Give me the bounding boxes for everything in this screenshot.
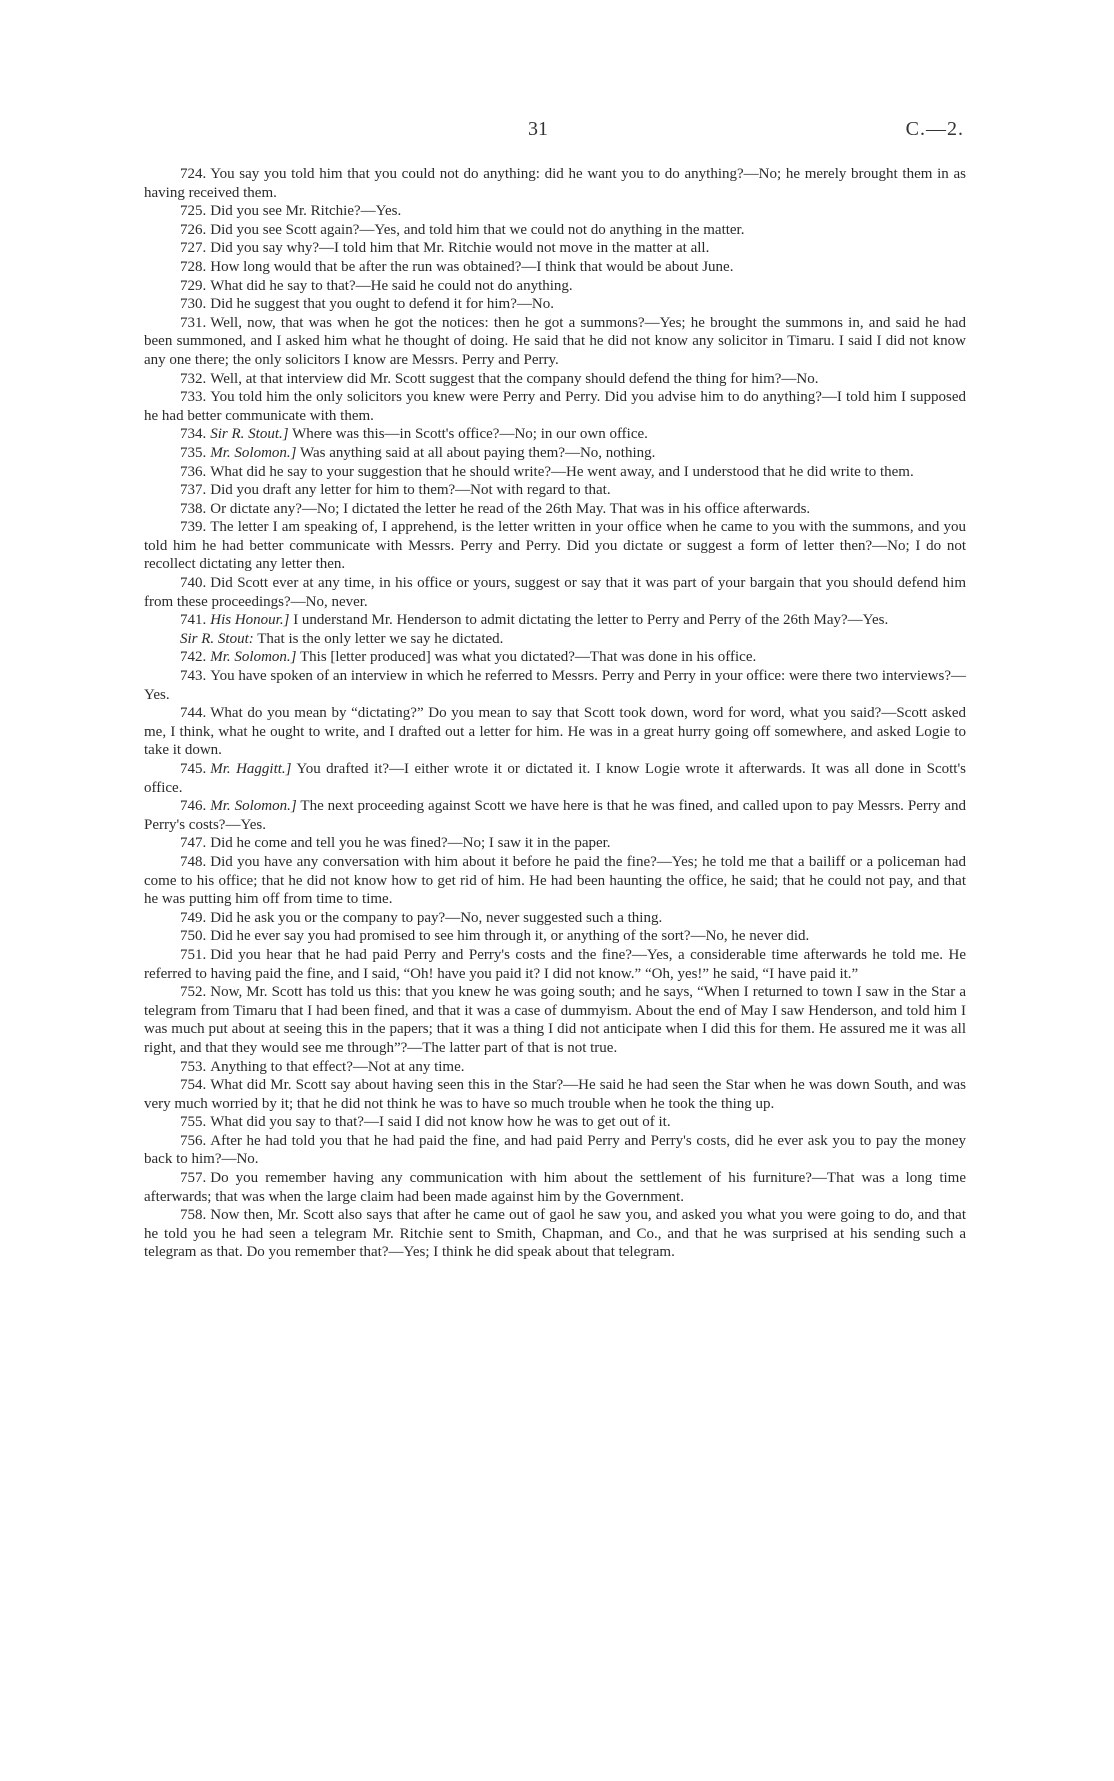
question-number: 735.	[180, 444, 207, 461]
question-number: 750.	[180, 928, 207, 945]
page-reference: C.—2.	[905, 118, 964, 140]
question-text: What did he say to your suggestion that he should write?—He went away, and I understood that he did write to them.	[210, 463, 914, 480]
question-paragraph	[144, 314, 966, 370]
question-paragraph	[144, 518, 966, 574]
question-paragraph	[144, 1132, 966, 1169]
question-text: After he had told you that he had paid the fine, and had paid Perry and Perry's costs, did he ever ask you to pay the money back to him?—No.	[144, 1132, 966, 1168]
question-paragraph	[144, 1113, 966, 1132]
document-body	[144, 165, 966, 1262]
speaker-name: Mr. Haggitt.]	[210, 761, 292, 777]
question-paragraph	[144, 1058, 966, 1077]
question-text: You drafted it?—I either wrote it or dictated it. I know Logie wrote it afterwards. It was all done in Scott's office.	[144, 761, 966, 796]
question-number: 749.	[180, 909, 207, 926]
question-paragraph	[144, 239, 966, 258]
question-text: Did he come and tell you he was fined?—No; I saw it in the paper.	[210, 835, 611, 852]
question-text: Do you remember having any communication with him about the settlement of his furniture?—That was a long time afterwards; that was when the large claim had been made against him by the Government.	[144, 1170, 966, 1205]
question-paragraph	[144, 797, 966, 834]
question-number: 732.	[180, 370, 207, 387]
question-number: 744.	[180, 705, 207, 722]
question-paragraph	[144, 667, 966, 704]
question-number: 752.	[180, 984, 207, 1001]
question-number: 729.	[180, 277, 207, 294]
page-number: 31	[528, 118, 548, 140]
question-text: Where was this—in Scott's office?—No; in our own office.	[292, 426, 648, 443]
question-paragraph	[144, 165, 966, 202]
question-paragraph	[144, 834, 966, 853]
question-number: 728.	[180, 258, 207, 275]
question-number: 724.	[180, 166, 207, 182]
question-text: Now, Mr. Scott has told us this: that you knew he was going south; and he says, “When I returned to town I saw in the Star a telegram from Timaru that I had been fined, and that it was a case of dummyism. About the end of May I saw Henderson, and told him I was much put about at seeing this in the papers; that it was a thing I did not anticipate when I did this for them. He assured me it was all right, and that they would see me through”?—The latter part of that is not true.	[144, 984, 966, 1056]
question-paragraph	[144, 630, 966, 649]
question-text: Anything to that effect?—Not at any time.	[210, 1058, 465, 1075]
question-paragraph	[144, 1169, 966, 1206]
question-text: What do you mean by “dictating?” Do you mean to say that Scott took down, word for word, what you said?—Scott asked me, I think, what he ought to write, and I drafted out a letter for him. He was in a great hurry going off somewhere, and asked Logie to take it down.	[144, 705, 966, 759]
question-paragraph	[144, 202, 966, 221]
question-paragraph	[144, 760, 966, 797]
question-text: You say you told him that you could not do anything: did he want you to do anything?—No; he merely brought them in as having received them.	[144, 166, 966, 201]
question-text: You told him the only solicitors you knew were Perry and Perry. Did you advise him to do anything?—I told him I supposed he had better communicate with them.	[144, 389, 966, 424]
question-paragraph	[144, 853, 966, 909]
question-number: 726.	[180, 221, 207, 238]
question-number: 748.	[180, 853, 207, 870]
question-number: 734.	[180, 426, 207, 443]
question-paragraph	[144, 221, 966, 240]
question-number: 725.	[180, 203, 207, 220]
question-paragraph	[144, 1206, 966, 1262]
question-paragraph	[144, 909, 966, 928]
question-paragraph	[144, 946, 966, 983]
question-paragraph	[144, 258, 966, 277]
speaker-name: Sir R. Stout:	[180, 630, 254, 647]
question-text: Was anything said at all about paying them?—No, nothing.	[300, 444, 656, 461]
question-number: 746.	[180, 798, 207, 815]
page-header	[0, 118, 1114, 144]
question-text: I understand Mr. Henderson to admit dictating the letter to Perry and Perry of the 26th May?—Yes.	[293, 612, 889, 629]
speaker-name: Mr. Solomon.]	[210, 649, 297, 666]
question-text: Did you draft any letter for him to them?—Not with regard to that.	[210, 482, 611, 499]
question-text: Did he ever say you had promised to see him through it, or anything of the sort?—No, he never did.	[210, 928, 810, 945]
question-number: 731.	[180, 314, 207, 331]
question-text: What did you say to that?—I said I did not know how he was to get out of it.	[210, 1114, 671, 1131]
question-paragraph	[144, 425, 966, 444]
question-paragraph	[144, 648, 966, 667]
question-paragraph	[144, 481, 966, 500]
question-paragraph	[144, 295, 966, 314]
speaker-name: His Honour.]	[210, 612, 290, 629]
question-number: 743.	[180, 668, 207, 685]
question-number: 740.	[180, 575, 207, 592]
question-paragraph	[144, 927, 966, 946]
question-number: 758.	[180, 1207, 207, 1224]
question-paragraph	[144, 1076, 966, 1113]
speaker-name: Sir R. Stout.]	[210, 426, 289, 443]
question-number: 733.	[180, 389, 207, 406]
question-number: 737.	[180, 482, 207, 499]
question-text: Did you say why?—I told him that Mr. Ritchie would not move in the matter at all.	[210, 240, 710, 257]
speaker-name: Mr. Solomon.]	[210, 798, 297, 815]
question-text: Well, now, that was when he got the notices: then he got a summons?—Yes; he brought the summons in, and said he had been summoned, and I asked him what he thought of doing. He said that he did not know any solicitor in Timaru. I said I did not know any one there; the only solicitors I know are Messrs. Perry and Perry.	[144, 314, 966, 368]
question-number: 755.	[180, 1114, 207, 1131]
question-text: Did you see Scott again?—Yes, and told him that we could not do anything in the matter.	[210, 221, 745, 238]
question-paragraph	[144, 611, 966, 630]
question-text: What did he say to that?—He said he could not do anything.	[210, 277, 573, 294]
question-paragraph	[144, 388, 966, 425]
question-paragraph	[144, 500, 966, 519]
question-text: Or dictate any?—No; I dictated the letter he read of the 26th May. That was in his office afterwards.	[210, 500, 811, 517]
question-number: 741.	[180, 612, 207, 629]
question-number: 738.	[180, 500, 207, 517]
question-text: Now then, Mr. Scott also says that after he came out of gaol he saw you, and asked you what you were going to do, and that he told you he had seen a telegram Mr. Ritchie sent to Smith, Chapman, and Co., and that he was surprised at his sending such a telegram as that. Do you remember that?—Yes; I think he did speak about that telegram.	[144, 1207, 966, 1261]
question-text: What did Mr. Scott say about having seen this in the Star?—He said he had seen the Star when he was down South, and was very much worried by it; that he did not think he was to have so much trouble when he took the thing up.	[144, 1077, 966, 1112]
question-number: 754.	[180, 1077, 207, 1094]
question-text: This [letter produced] was what you dictated?—That was done in his office.	[300, 649, 757, 666]
question-paragraph	[144, 277, 966, 296]
question-paragraph	[144, 463, 966, 482]
question-number: 727.	[180, 240, 207, 257]
question-text: Did he ask you or the company to pay?—No, never suggested such a thing.	[210, 909, 663, 926]
question-paragraph	[144, 574, 966, 611]
question-text: Well, at that interview did Mr. Scott suggest that the company should defend the thing for him?—No.	[210, 370, 819, 387]
question-text: Did you hear that he had paid Perry and Perry's costs and the fine?—Yes, a considerable time afterwards he told me. He referred to having paid the fine, and I said, “Oh! have you paid it? I did not know.” “Oh, yes!” he said, “I have paid it.”	[144, 946, 966, 982]
question-paragraph	[144, 444, 966, 463]
question-number: 753.	[180, 1058, 207, 1075]
question-paragraph	[144, 983, 966, 1057]
question-number: 751.	[180, 946, 207, 963]
question-text: Did he suggest that you ought to defend it for him?—No.	[210, 296, 554, 313]
question-number: 730.	[180, 296, 207, 313]
question-number: 736.	[180, 463, 207, 480]
question-text: The letter I am speaking of, I apprehend, is the letter written in your office when he came to you with the summons, and you told him he had better communicate with Messrs. Perry and Perry. Did you dictate or suggest a form of letter then?—No; I do not recollect dictating any letter then.	[144, 519, 966, 573]
question-number: 757.	[180, 1170, 207, 1187]
question-text: Did Scott ever at any time, in his office or yours, suggest or say that it was part of your bargain that you should defend him from these proceedings?—No, never.	[144, 575, 966, 610]
question-number: 739.	[180, 519, 207, 536]
question-text: You have spoken of an interview in which he referred to Messrs. Perry and Perry in your office: were there two interviews?—Yes.	[144, 668, 966, 703]
question-text: The next proceeding against Scott we have here is that he was fined, and called upon to pay Messrs. Perry and Perry's costs?—Yes.	[144, 798, 966, 833]
question-number: 745.	[180, 761, 207, 777]
speaker-name: Mr. Solomon.]	[210, 444, 297, 461]
question-text: Did you see Mr. Ritchie?—Yes.	[210, 203, 402, 220]
question-text: That is the only letter we say he dictated.	[257, 630, 504, 647]
question-number: 756.	[180, 1132, 207, 1149]
question-text: How long would that be after the run was obtained?—I think that would be about June.	[210, 258, 734, 275]
question-number: 747.	[180, 835, 207, 852]
question-paragraph	[144, 704, 966, 760]
question-text: Did you have any conversation with him about it before he paid the fine?—Yes; he told me that a bailiff or a policeman had come to his office; that he did not know how to get rid of him. He had been haunting the office, he said; that he could not pay, and that he was putting him off from time to time.	[144, 853, 966, 908]
question-number: 742.	[180, 649, 207, 666]
question-paragraph	[144, 370, 966, 389]
